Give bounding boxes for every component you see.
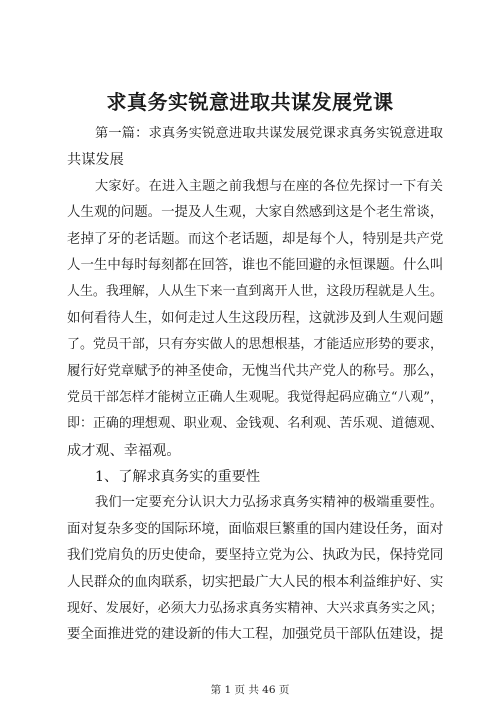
text-line: 我们党肩负的历史使命，要坚持立党为公、执政为民，保持党同: [67, 548, 444, 564]
text-line: 人生观的问题。一提及人生观，大家自然感到这是个老生常谈，: [67, 205, 444, 221]
text-line: 共谋发展: [67, 152, 124, 169]
text-line: 人民群众的血肉联系，切实把最广大人民的根本利益维护好、实: [67, 574, 444, 590]
document-body: [67, 121, 443, 649]
section-heading: 1、了解求真务实的重要性: [95, 469, 261, 486]
text-line: 履行好党章赋予的神圣使命，无愧当代共产党人的称号。那么，: [67, 363, 444, 379]
text-line: 要全面推进党的建设新的伟大工程，加强党员干部队伍建设，提: [67, 627, 444, 643]
text-line: 我们一定要充分认识大力弘扬求真务实精神的极端重要性。: [95, 495, 443, 511]
document-title: 求真务实锐意进取共谋发展党课: [106, 90, 394, 114]
text-line: 现好、发展好，必须大力弘扬求真务实精神、大兴求真务实之风；: [67, 601, 443, 617]
text-line: 大家好。在进入主题之前我想与在座的各位先探讨一下有关: [95, 178, 443, 194]
text-line: 第一篇：求真务实锐意进取共谋发展党课求真务实锐意进取: [95, 126, 443, 141]
text-line: 如何看待人生，如何走过人生这段历程，这就涉及到人生观问题: [67, 310, 444, 326]
text-line: 即：正确的理想观、职业观、金钱观、名利观、苦乐观、道德观、: [67, 416, 443, 432]
page-footer: 第 1 页 共 46 页: [210, 684, 290, 696]
text-line: 人一生中每时每刻都在回答，谁也不能回避的永恒课题。什么叫: [67, 257, 444, 273]
text-line: 面对复杂多变的国际环境，面临艰巨繁重的国内建设任务，面对: [67, 521, 444, 537]
text-line: 党员干部怎样才能树立正确人生观呢。我觉得起码应确立“八观”，: [67, 389, 443, 405]
text-line: 成才观、幸福观。: [67, 442, 181, 459]
text-line: 人生。我理解，人从生下来一直到离开人世，这段历程就是人生。: [67, 284, 443, 300]
text-line: 了。党员干部，只有夯实做人的思想根基，才能适应形势的要求，: [67, 337, 443, 353]
text-line: 老掉了牙的老话题。而这个老话题，却是每个人，特别是共产党: [67, 231, 444, 247]
